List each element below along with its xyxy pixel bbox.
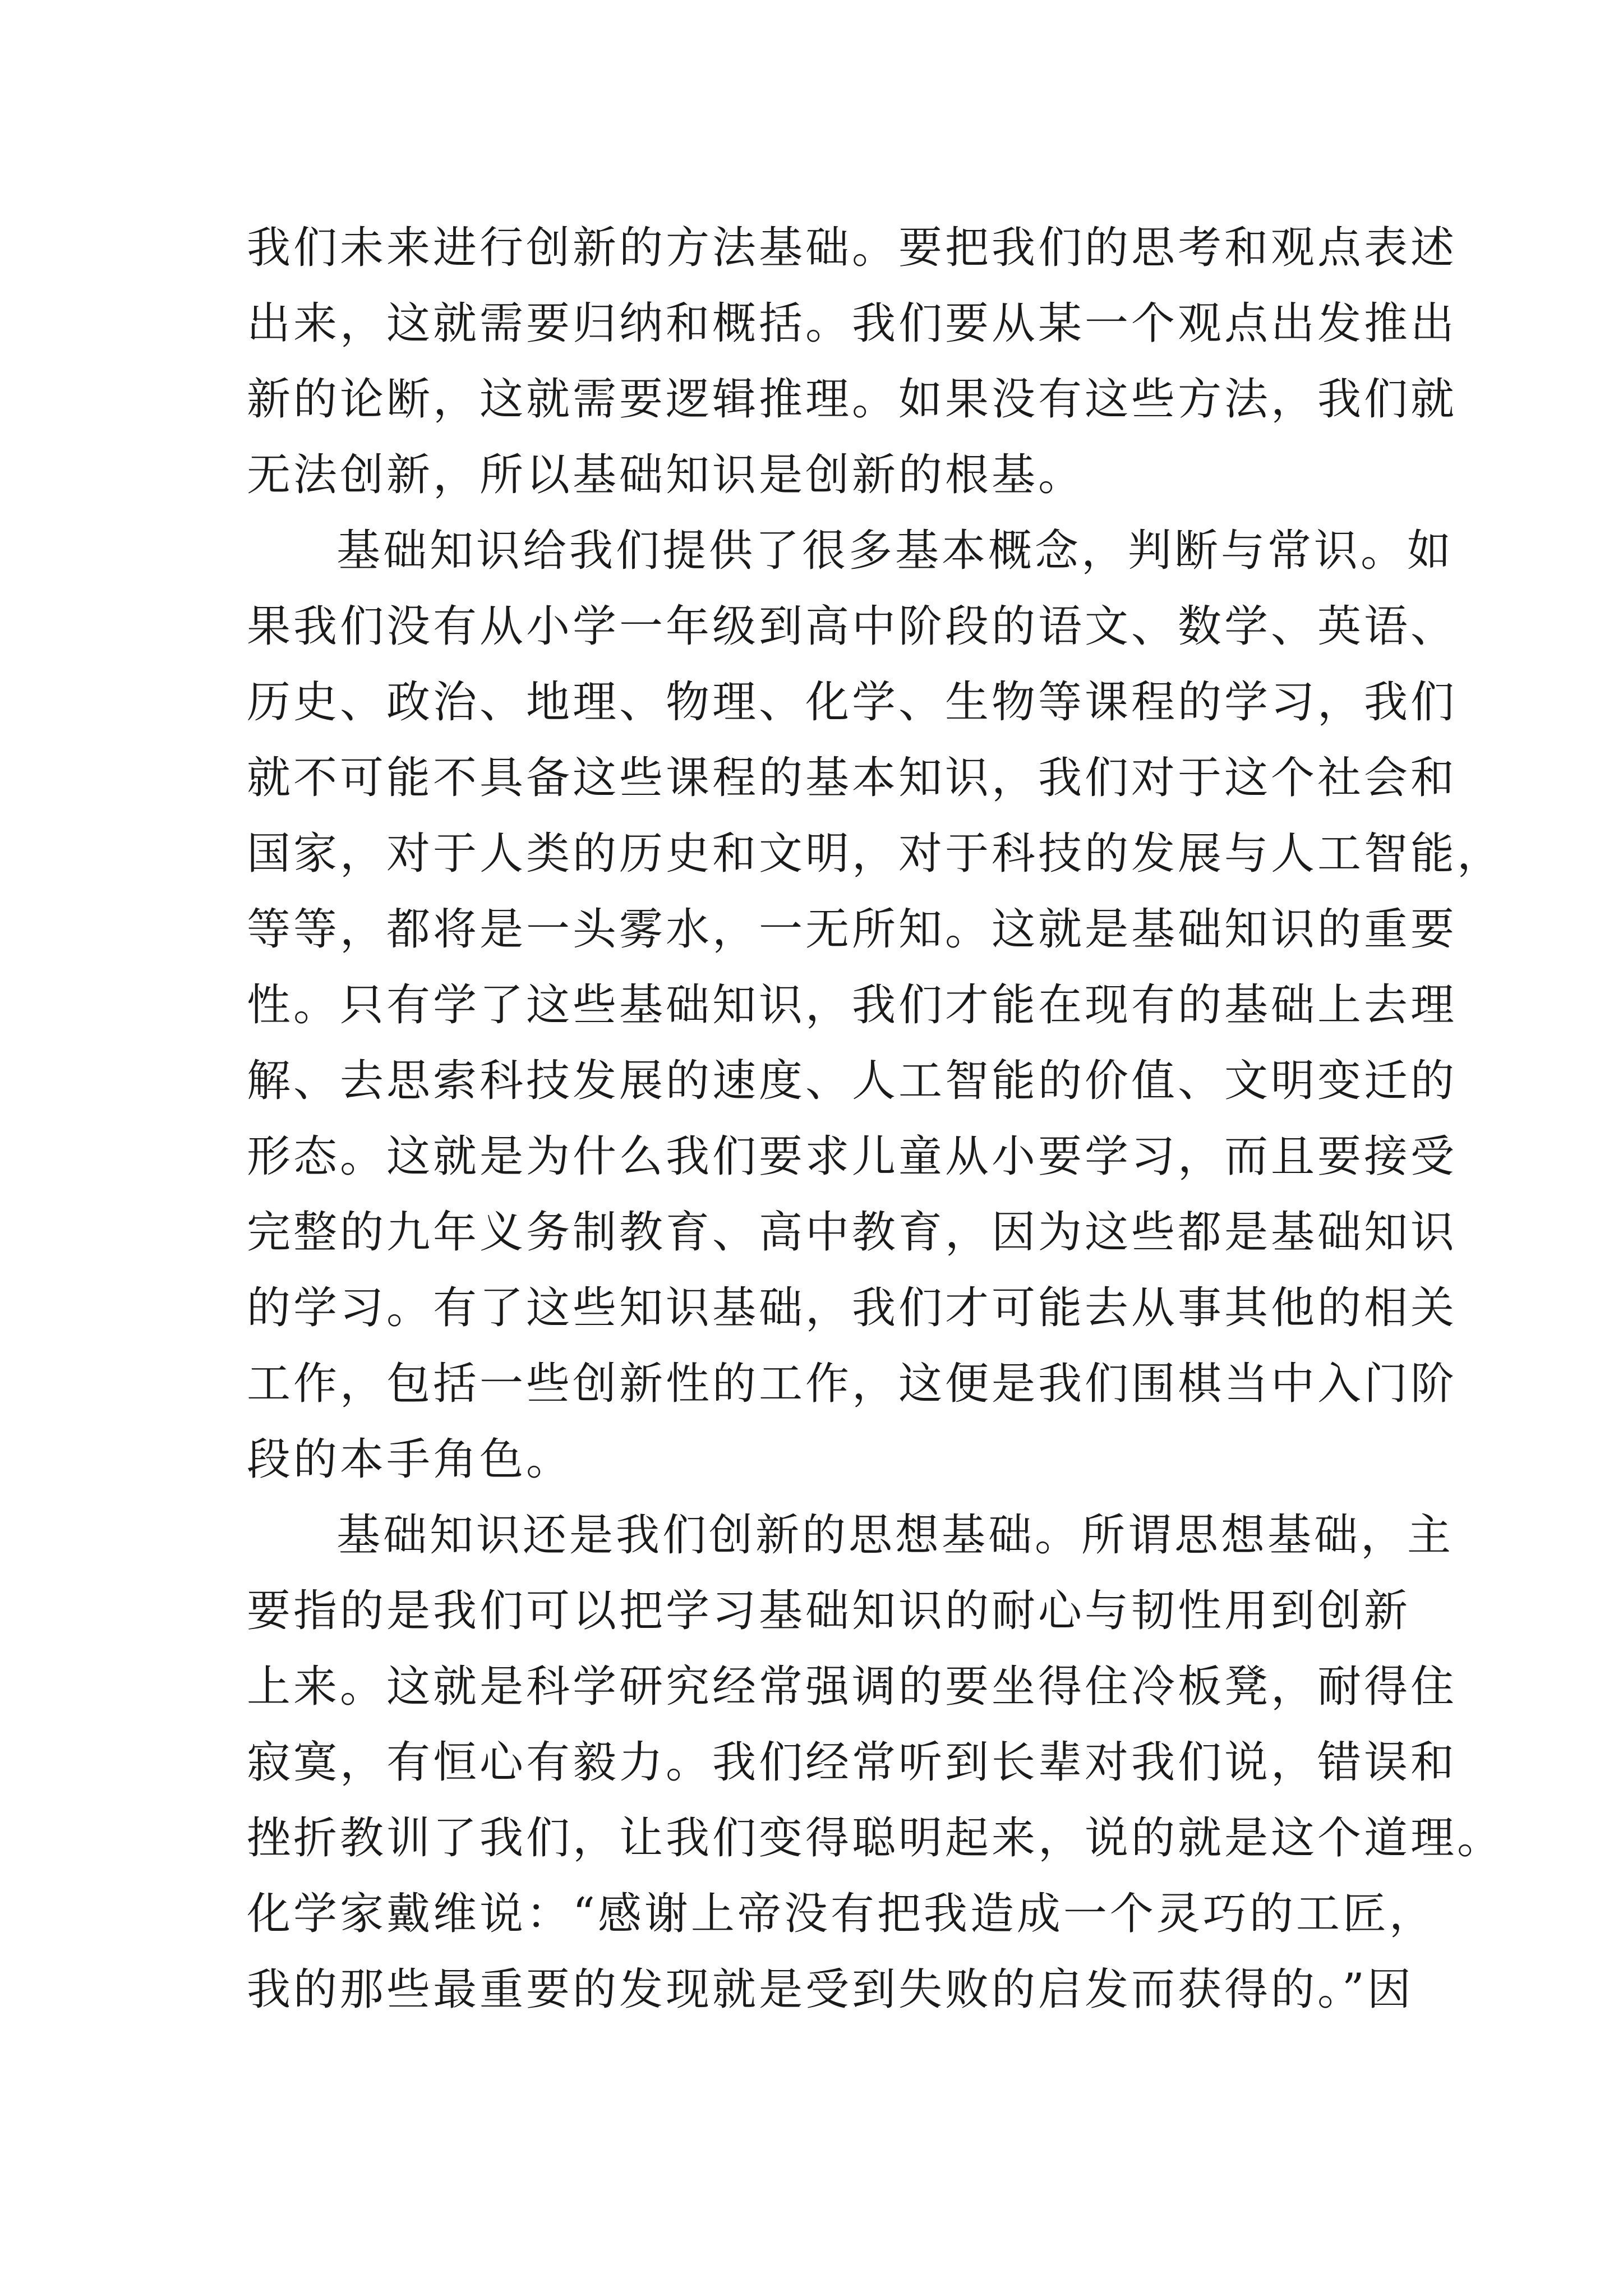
paragraph-first-line: 基础知识还是我们创新的思想基础。所谓思想基础，主 xyxy=(336,1510,1454,1561)
text-line: 要指的是我们可以把学习基础知识的耐心与韧性用到创新 xyxy=(247,1586,1411,1636)
text-line: 性。只有学了这些基础知识，我们才能在现有的基础上去理 xyxy=(247,980,1458,1030)
text-line: 寂寞，有恒心有毅力。我们经常听到长辈对我们说，错误和 xyxy=(247,1737,1458,1788)
text-line: 挫折教训了我们，让我们变得聪明起来，说的就是这个道理。 xyxy=(247,1813,1504,1864)
text-line: 上来。这就是科学研究经常强调的要坐得住冷板凳，耐得住 xyxy=(247,1662,1458,1712)
text-line: 新的论断，这就需要逻辑推理。如果没有这些方法，我们就 xyxy=(247,374,1458,425)
text-line: 我们未来进行创新的方法基础。要把我们的思考和观点表述 xyxy=(247,223,1458,273)
text-line: 无法创新，所以基础知识是创新的根基。 xyxy=(247,450,1085,500)
paragraph-first-line: 基础知识给我们提供了很多基本概念，判断与常识。如 xyxy=(336,526,1454,576)
text-line: 段的本手角色。 xyxy=(247,1434,573,1485)
body-text xyxy=(247,210,1504,2028)
text-line: 出来，这就需要归纳和概括。我们要从某一个观点出发推出 xyxy=(247,298,1458,349)
text-line: 等等，都将是一头雾水，一无所知。这就是基础知识的重要 xyxy=(247,904,1458,955)
text-line: 完整的九年义务制教育、高中教育，因为这些都是基础知识 xyxy=(247,1207,1458,1258)
text-line: 我的那些最重要的发现就是受到失败的启发而获得的。”因 xyxy=(247,1964,1414,2015)
text-line: 形态。这就是为什么我们要求儿童从小要学习，而且要接受 xyxy=(247,1131,1458,1182)
text-line: 果我们没有从小学一年级到高中阶段的语文、数学、英语、 xyxy=(247,601,1458,652)
text-line: 化学家戴维说：“感谢上帝没有把我造成一个灵巧的工匠， xyxy=(247,1889,1436,1939)
text-line: 解、去思索科技发展的速度、人工智能的价值、文明变迁的 xyxy=(247,1056,1458,1106)
text-line: 的学习。有了这些知识基础，我们才可能去从事其他的相关 xyxy=(247,1283,1458,1333)
text-line: 就不可能不具备这些课程的基本知识，我们对于这个社会和 xyxy=(247,753,1458,803)
text-line: 国家，对于人类的历史和文明，对于科技的发展与人工智能， xyxy=(247,829,1504,879)
text-line: 历史、政治、地理、物理、化学、生物等课程的学习，我们 xyxy=(247,677,1458,728)
text-line: 工作，包括一些创新性的工作，这便是我们围棋当中入门阶 xyxy=(247,1359,1458,1409)
